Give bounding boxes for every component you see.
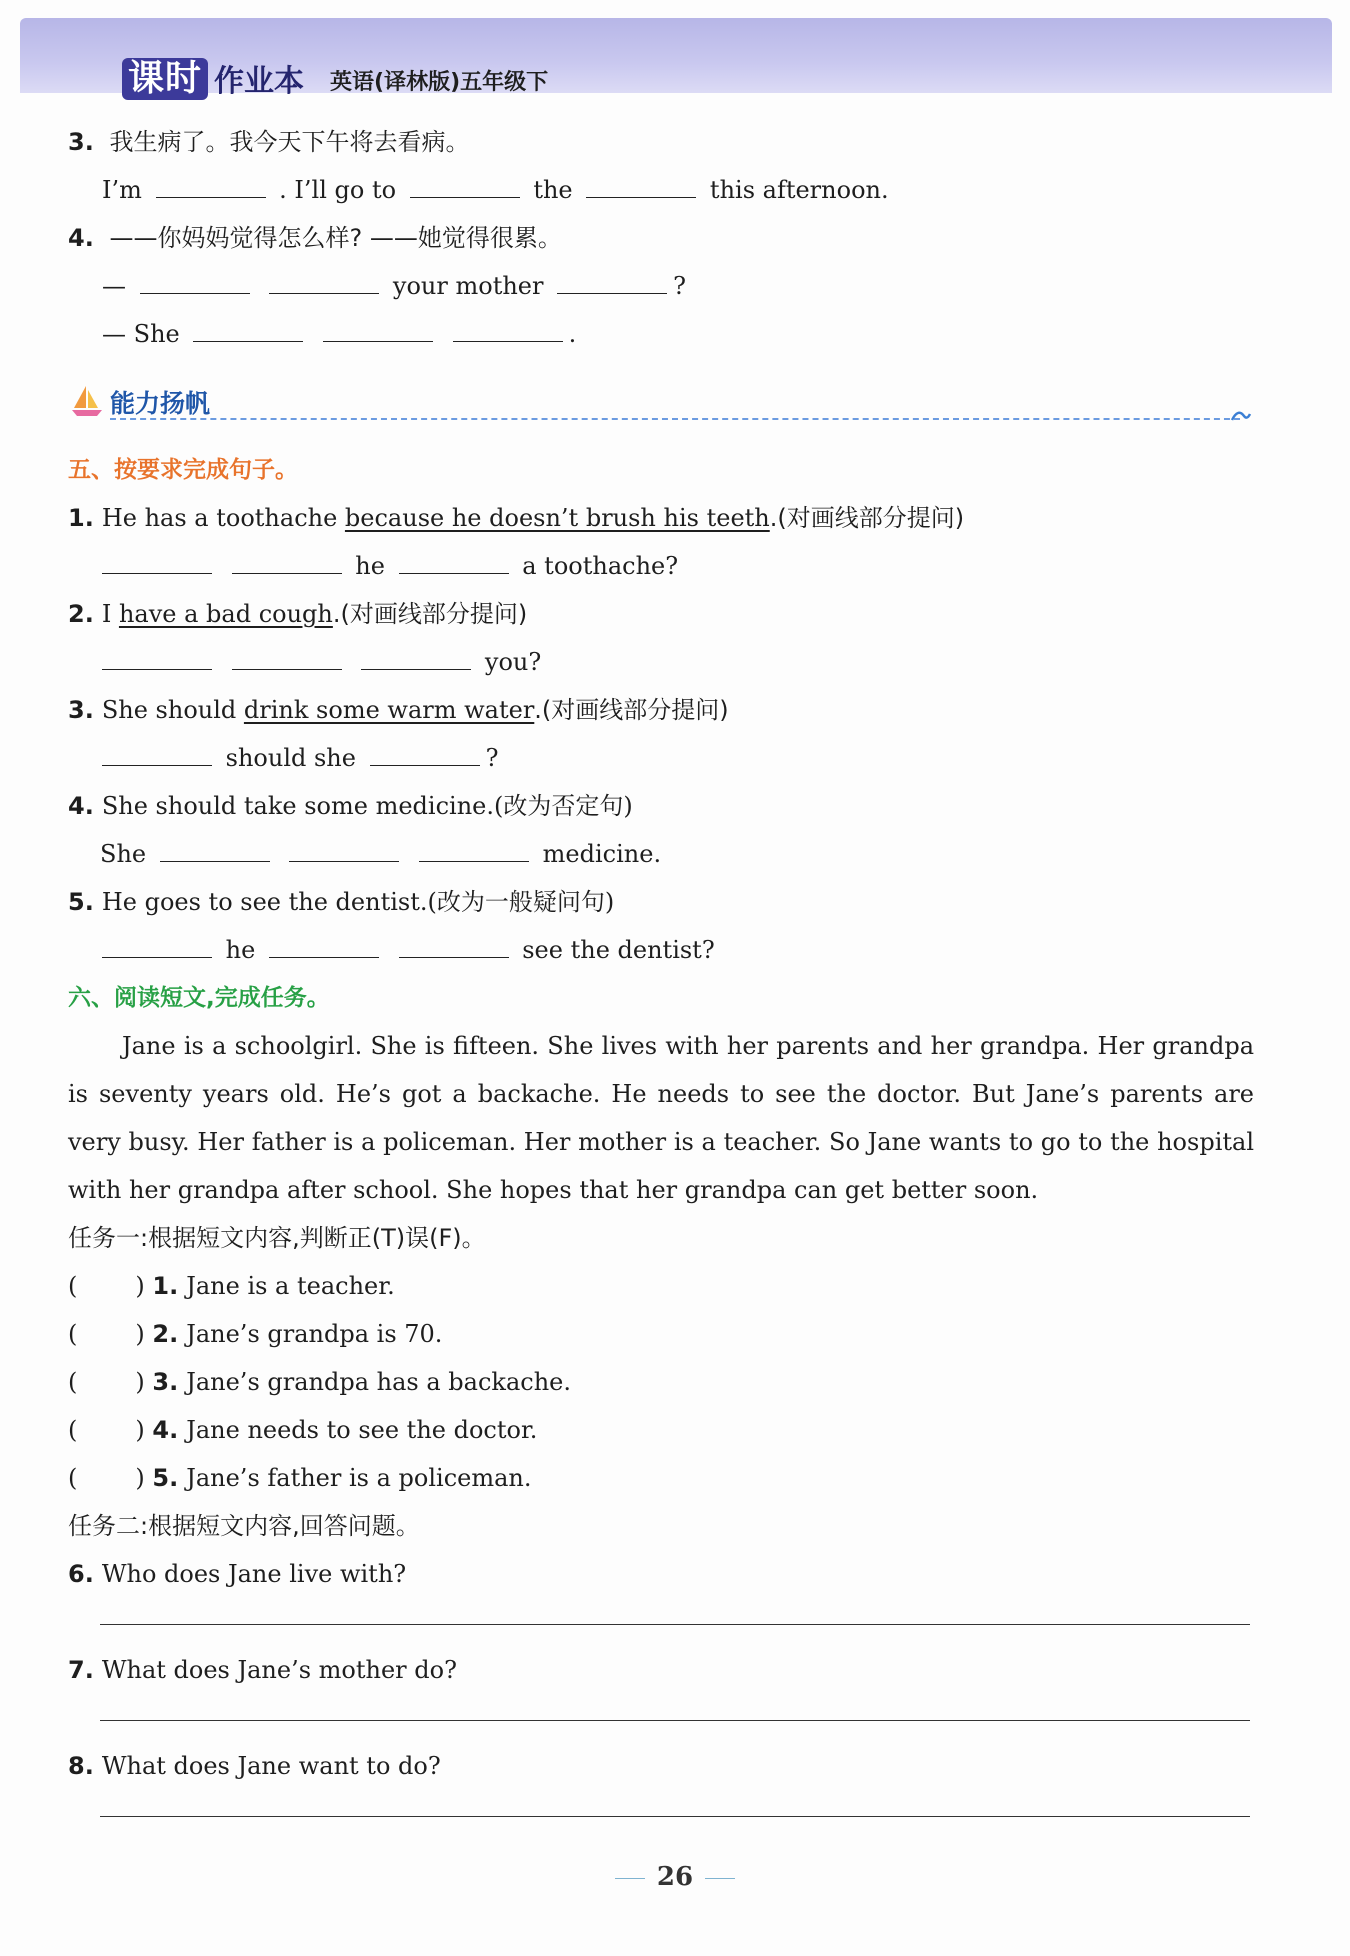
s5-q3: [68, 694, 729, 726]
question-text: Jane is a teacher.: [186, 1272, 395, 1300]
s5-q2-answer: [96, 646, 541, 678]
blank-field[interactable]: [399, 935, 509, 958]
task1-title: 任务一:根据短文内容,判断正(T)误(F)。: [68, 1224, 486, 1252]
sailboat-icon: [70, 384, 104, 418]
part4-q3-answer: [102, 174, 889, 206]
underlined-text: have a bad cough: [118, 600, 333, 628]
s5-q5-answer: [96, 934, 715, 966]
answer-text: .: [568, 320, 577, 348]
question-text: What does Jane’s mother do?: [101, 1656, 457, 1684]
blank-field[interactable]: [102, 647, 212, 670]
part4-q4-prompt: [68, 222, 562, 254]
blank-field[interactable]: [557, 271, 667, 294]
book-info: 英语(译林版)五年级下: [330, 70, 549, 95]
blank-field[interactable]: [232, 647, 342, 670]
paren-close: ): [135, 1416, 145, 1444]
s5-q1-answer: [96, 550, 678, 582]
blank-field[interactable]: [160, 839, 270, 862]
blank-field[interactable]: [361, 647, 471, 670]
blank-field[interactable]: [269, 271, 379, 294]
answer-text: this afternoon.: [709, 176, 889, 204]
s5-q2: [68, 598, 527, 630]
part4-q4-answer-2: [102, 318, 576, 350]
paren-open: (: [68, 1416, 78, 1444]
tf-item: [68, 1270, 395, 1302]
paren-open: (: [68, 1464, 78, 1492]
open-question: [68, 1558, 406, 1590]
paren-open: (: [68, 1320, 78, 1348]
question-text: ——你妈妈觉得怎么样? ——她觉得很累。: [109, 224, 562, 252]
blank-field[interactable]: [399, 551, 509, 574]
open-question: [68, 1654, 457, 1686]
answer-line[interactable]: [100, 1624, 1250, 1625]
question-number: 3.: [68, 128, 94, 156]
answer-text: —: [102, 272, 126, 300]
brand-logo-suffix: 作业本: [214, 64, 305, 99]
s5-q4-answer: [100, 838, 661, 870]
answer-text: see the dentist?: [522, 936, 715, 964]
question-number: 4.: [68, 792, 94, 820]
answer-text: ?: [485, 744, 499, 772]
section6-title: 六、阅读短文,完成任务。: [68, 985, 330, 1011]
question-number: 8.: [68, 1752, 94, 1780]
paren-close: ): [135, 1320, 145, 1348]
underlined-text: drink some warm water: [243, 696, 535, 724]
question-text: He has a toothache: [101, 504, 345, 532]
part4-q4-answer-1: [102, 270, 686, 302]
s5-q3-answer: [96, 742, 498, 774]
s5-q5: [68, 886, 614, 918]
question-number: 2.: [68, 600, 94, 628]
blank-field[interactable]: [102, 551, 212, 574]
tf-item: [68, 1414, 537, 1446]
question-number: 7.: [68, 1656, 94, 1684]
question-text: What does Jane want to do?: [101, 1752, 441, 1780]
question-text: Jane’s grandpa has a backache.: [186, 1368, 571, 1396]
question-number: 5.: [152, 1464, 179, 1492]
header-title: [122, 56, 548, 100]
section-banner: [70, 384, 1252, 424]
question-number: 2.: [152, 1320, 179, 1348]
answer-text: — She: [102, 320, 180, 348]
question-text: .(对画线部分提问): [534, 696, 729, 724]
blank-field[interactable]: [370, 743, 480, 766]
divider: [110, 418, 1240, 420]
blank-field[interactable]: [193, 319, 303, 342]
paren-open: (: [68, 1272, 78, 1300]
question-text: She should take some medicine.(改为否定句): [101, 792, 633, 820]
blank-field[interactable]: [140, 271, 250, 294]
question-number: 1.: [152, 1272, 179, 1300]
answer-text: medicine.: [542, 840, 662, 868]
blank-field[interactable]: [102, 935, 212, 958]
underlined-text: because he doesn’t brush his teeth: [344, 504, 770, 532]
blank-field[interactable]: [102, 743, 212, 766]
question-text: I: [101, 600, 119, 628]
tf-item: [68, 1366, 571, 1398]
paren-close: ): [135, 1368, 145, 1396]
section5-title: 五、按要求完成句子。: [68, 457, 298, 483]
question-number: 3.: [152, 1368, 179, 1396]
tf-item: [68, 1462, 532, 1494]
answer-text: he: [355, 552, 385, 580]
answer-text: a toothache?: [522, 552, 679, 580]
s5-q1: [68, 502, 964, 534]
open-question: [68, 1750, 441, 1782]
answer-text: I’m: [102, 176, 142, 204]
page-number: 26: [656, 1862, 694, 1892]
footer-dash: [615, 1878, 645, 1879]
paren-close: ): [135, 1464, 145, 1492]
answer-text: your mother: [392, 272, 544, 300]
brand-logo: 课时: [122, 58, 208, 100]
question-text: Jane needs to see the doctor.: [186, 1416, 538, 1444]
answer-text: the: [533, 176, 573, 204]
wave-icon: [1230, 404, 1252, 424]
reading-passage: Jane is a schoolgirl. She is fifteen. She lives with her parents and her grandpa. Her grandpa is seventy years old. He’s got a backache. He needs to see the doctor. But Jane’s parents are very busy. Her father is a policeman. Her mother is a teacher. So Jane wants to go to the hospital with her grandpa after school. She hopes that her grandpa can get better soon.: [68, 1032, 1254, 1204]
answer-text: She: [100, 840, 147, 868]
blank-field[interactable]: [419, 839, 529, 862]
blank-field[interactable]: [323, 319, 433, 342]
banner-title: 能力扬帆: [110, 389, 211, 418]
question-text: 我生病了。我今天下午将去看病。: [109, 128, 470, 156]
part4-q3-prompt: [68, 126, 469, 158]
answer-text: you?: [484, 648, 542, 676]
question-text: Who does Jane live with?: [101, 1560, 407, 1588]
question-number: 3.: [68, 696, 94, 724]
answer-text: he: [225, 936, 256, 964]
task2-title: 任务二:根据短文内容,回答问题。: [68, 1512, 420, 1540]
question-text: .(对画线部分提问): [332, 600, 528, 628]
question-text: She should: [101, 696, 244, 724]
page-header: [20, 18, 1332, 99]
answer-text: . I’ll go to: [279, 176, 397, 204]
blank-field[interactable]: [269, 935, 379, 958]
question-number: 4.: [152, 1416, 179, 1444]
question-number: 4.: [68, 224, 94, 252]
answer-text: ?: [673, 272, 686, 300]
question-number: 1.: [68, 504, 94, 532]
blank-field[interactable]: [453, 319, 563, 342]
question-number: 5.: [68, 888, 94, 916]
answer-line[interactable]: [100, 1720, 1250, 1721]
page-footer: [0, 1862, 1350, 1892]
answer-text: should she: [225, 744, 356, 772]
question-text: He goes to see the dentist.(改为一般疑问句): [101, 888, 615, 916]
s5-q4: [68, 790, 633, 822]
question-text: Jane’s grandpa is 70.: [186, 1320, 443, 1348]
answer-line[interactable]: [100, 1816, 1250, 1817]
blank-field[interactable]: [586, 175, 696, 198]
paren-close: ): [135, 1272, 145, 1300]
question-text: Jane’s father is a policeman.: [186, 1464, 532, 1492]
question-number: 6.: [68, 1560, 94, 1588]
blank-field[interactable]: [289, 839, 399, 862]
blank-field[interactable]: [156, 175, 266, 198]
tf-item: [68, 1318, 442, 1350]
paren-open: (: [68, 1368, 78, 1396]
footer-dash: [705, 1878, 735, 1879]
blank-field[interactable]: [410, 175, 520, 198]
question-text: .(对画线部分提问): [769, 504, 965, 532]
blank-field[interactable]: [232, 551, 342, 574]
